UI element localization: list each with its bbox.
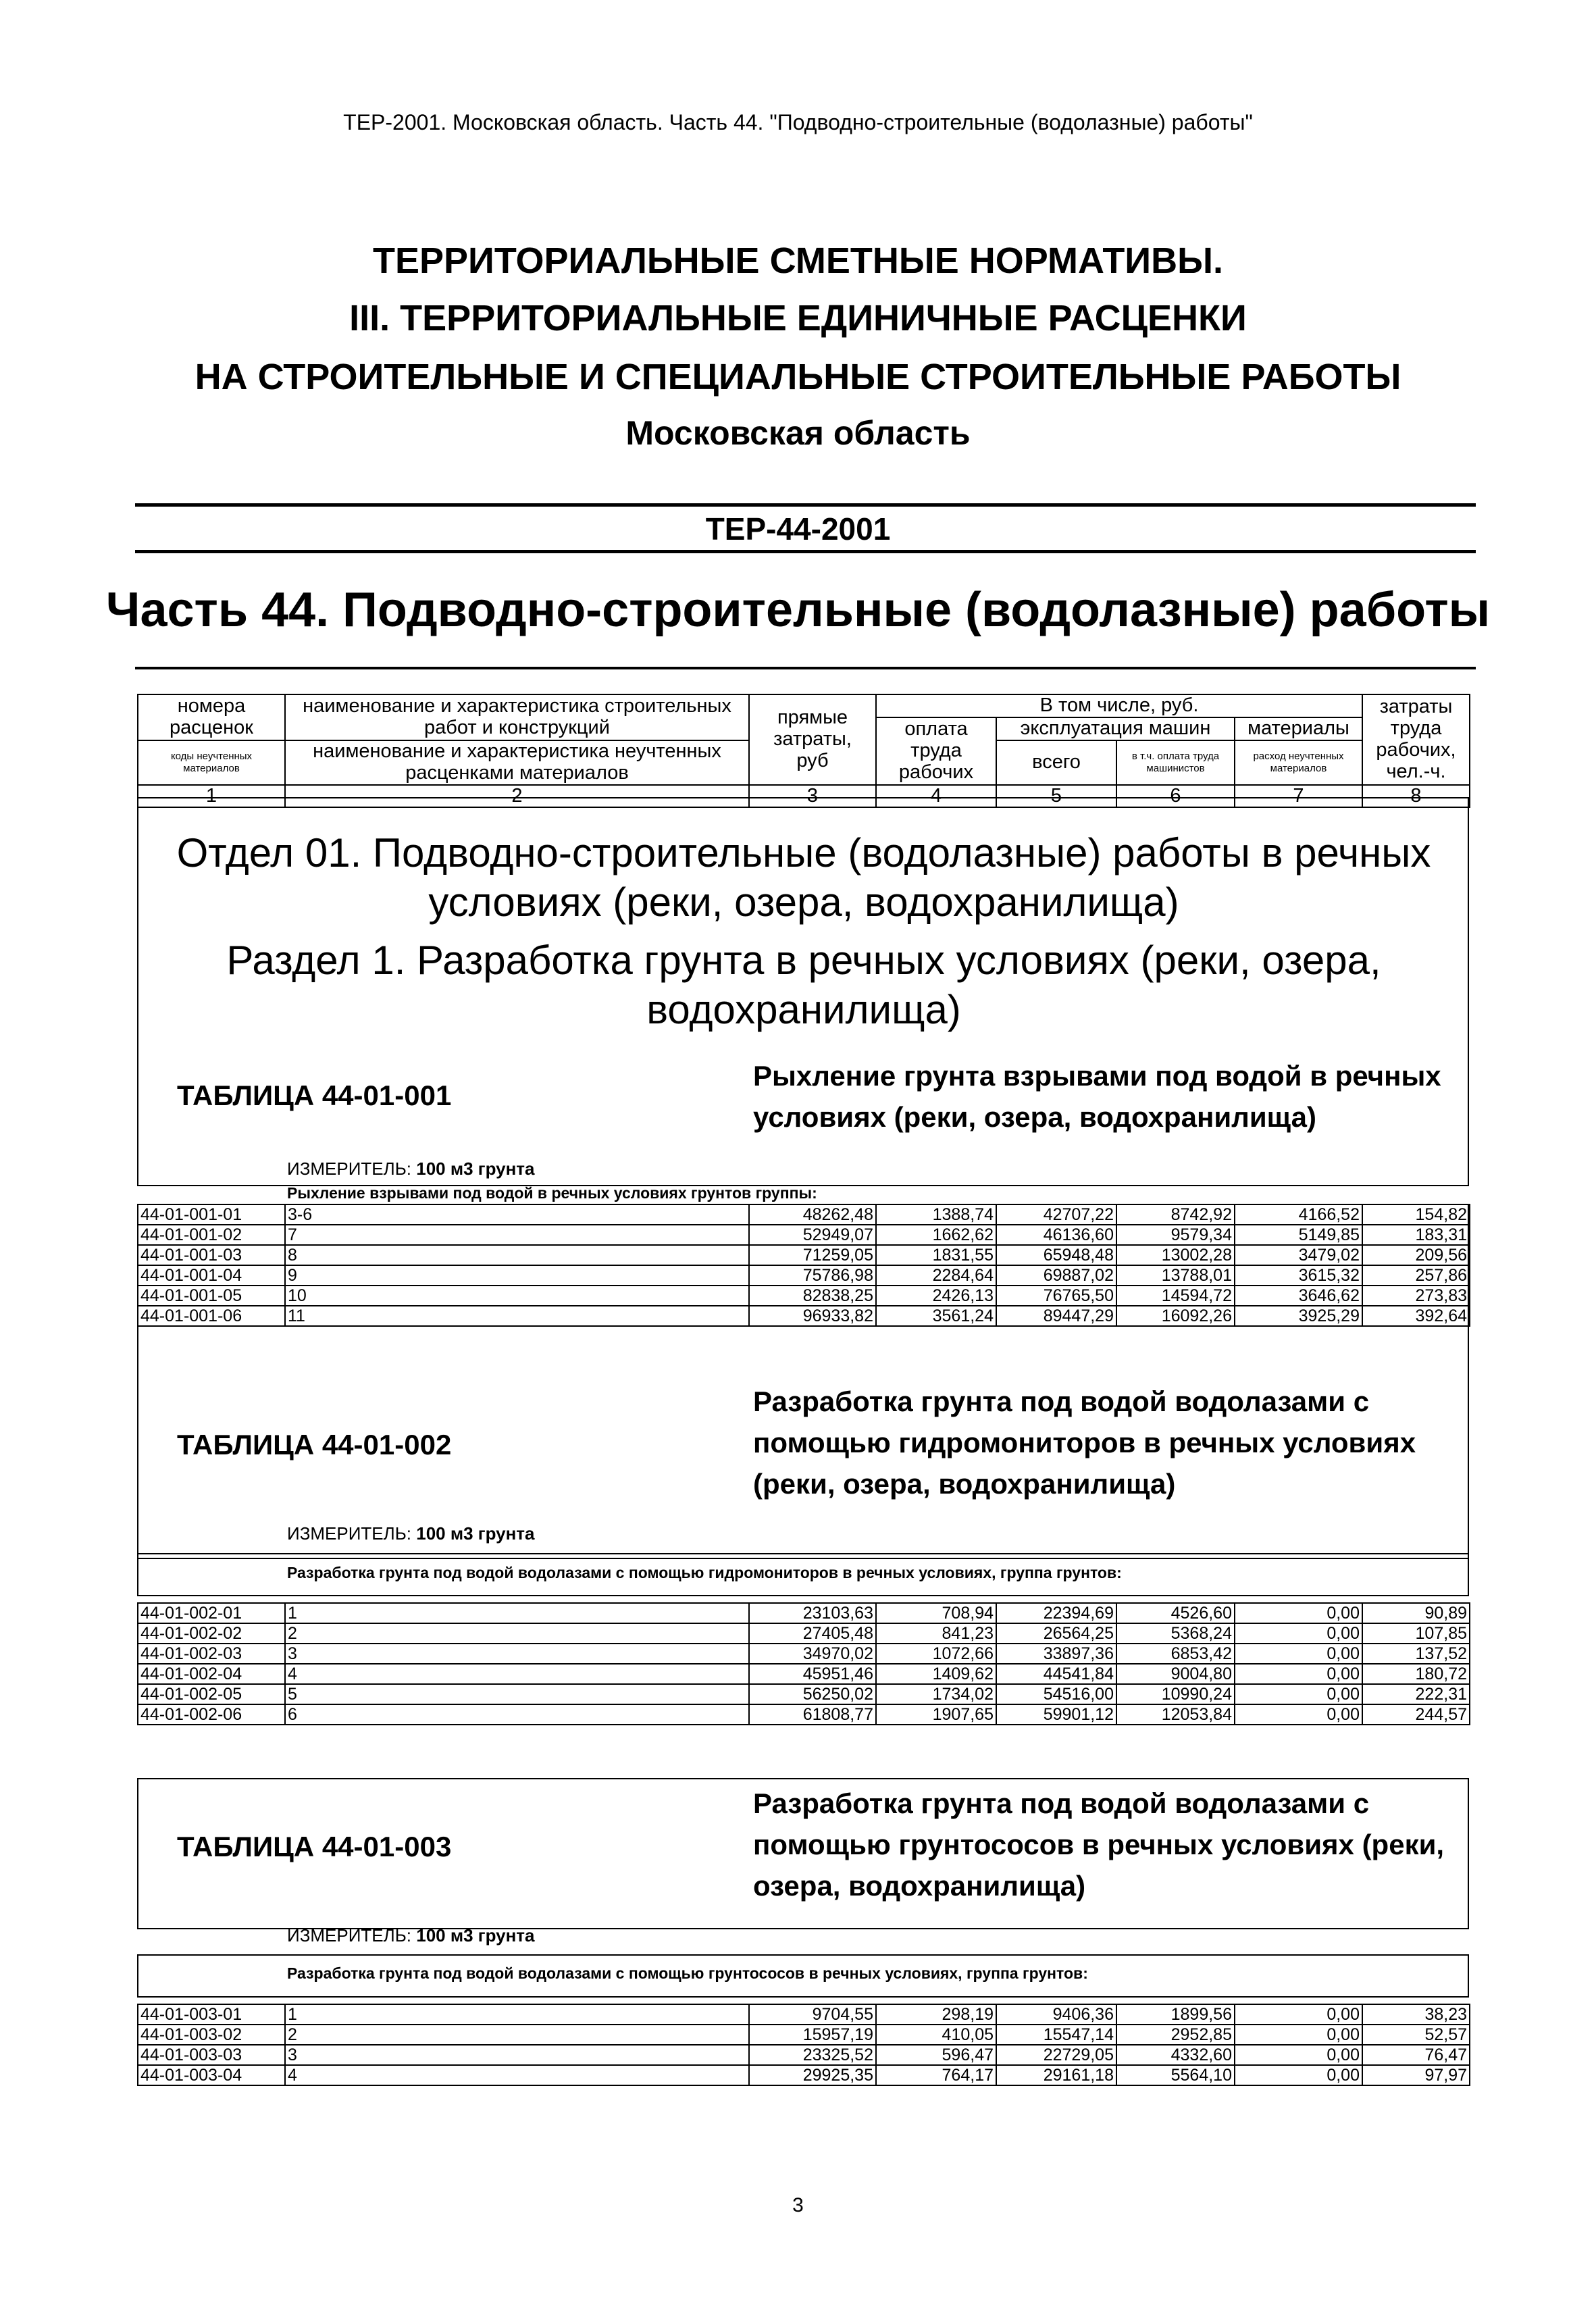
header-cell-worker-pay: оплата труда рабочих — [876, 717, 996, 785]
soil-group-cell: 2 — [285, 2025, 749, 2045]
table-subheading: Рыхление взрывами под водой в речных условиях грунтов группы: — [287, 1184, 817, 1202]
rate-code-cell: 44-01-002-03 — [138, 1644, 285, 1664]
column-number: 4 — [876, 785, 996, 808]
rate-code-cell: 44-01-001-04 — [138, 1265, 285, 1286]
page-number: 3 — [792, 2194, 804, 2216]
value-cell: 4332,60 — [1116, 2045, 1235, 2065]
value-cell: 42707,22 — [996, 1204, 1116, 1225]
rate-code-cell: 44-01-001-06 — [138, 1306, 285, 1326]
value-cell: 14594,72 — [1116, 1286, 1235, 1306]
column-number: 2 — [285, 785, 749, 808]
division-title: Отдел 01. Подводно-строительные (водолазные) работы в речных условиях (реки, озера, водохранилища) — [176, 830, 1431, 925]
value-cell: 90,89 — [1362, 1603, 1470, 1623]
header-cell-unaccounted-materials: расход неучтенных материалов — [1235, 740, 1362, 785]
table-row — [138, 1225, 1470, 1245]
value-cell: 1388,74 — [876, 1204, 996, 1225]
soil-group-cell: 6 — [285, 1704, 749, 1725]
header-cell-including: В том числе, руб. — [876, 694, 1362, 717]
column-number: 3 — [749, 785, 876, 808]
value-cell: 2426,13 — [876, 1286, 996, 1306]
soil-group-cell: 4 — [285, 1664, 749, 1684]
table-row — [138, 2065, 1470, 2085]
value-cell: 75786,98 — [749, 1265, 876, 1286]
value-cell: 5564,10 — [1116, 2065, 1235, 2085]
header-cell-rate-number: номера расценок — [138, 694, 285, 740]
column-number: 7 — [1235, 785, 1362, 808]
value-cell: 34970,02 — [749, 1644, 876, 1664]
table-row — [138, 1704, 1470, 1725]
value-cell: 298,19 — [876, 2004, 996, 2025]
value-cell: 9406,36 — [996, 2004, 1116, 2025]
value-cell: 183,31 — [1362, 1225, 1470, 1245]
table-measure: ИЗМЕРИТЕЛЬ: 100 м3 грунта — [287, 1159, 535, 1179]
soil-group-cell: 9 — [285, 1265, 749, 1286]
value-cell: 244,57 — [1362, 1704, 1470, 1725]
soil-group-cell: 7 — [285, 1225, 749, 1245]
header-cell-labor-costs: затраты труда рабочих, чел.-ч. — [1362, 694, 1470, 785]
running-header: ТЕР-2001. Московская область. Часть 44. "Подводно-строительные (водолазные) работы" — [343, 110, 1253, 134]
value-cell: 137,52 — [1362, 1644, 1470, 1664]
header-cell-direct-costs: прямые затраты, руб — [749, 694, 876, 785]
value-cell: 9579,34 — [1116, 1225, 1235, 1245]
value-cell: 12053,84 — [1116, 1704, 1235, 1725]
title-region: Московская область — [625, 414, 971, 452]
rate-code-cell: 44-01-003-01 — [138, 2004, 285, 2025]
title-line-1: ТЕРРИТОРИАЛЬНЫЕ СМЕТНЫЕ НОРМАТИВЫ. — [373, 240, 1223, 281]
header-cell-materials: материалы — [1235, 717, 1362, 740]
divider-rule — [135, 667, 1476, 669]
rate-code-cell: 44-01-002-06 — [138, 1704, 285, 1725]
value-cell: 1899,56 — [1116, 2004, 1235, 2025]
value-cell: 22729,05 — [996, 2045, 1116, 2065]
soil-group-cell: 1 — [285, 2004, 749, 2025]
table-row — [138, 1265, 1470, 1286]
value-cell: 180,72 — [1362, 1664, 1470, 1684]
value-cell: 154,82 — [1362, 1204, 1470, 1225]
soil-group-cell: 1 — [285, 1603, 749, 1623]
value-cell: 59901,12 — [996, 1704, 1116, 1725]
column-number: 6 — [1116, 785, 1235, 808]
value-cell: 2284,64 — [876, 1265, 996, 1286]
value-cell: 6853,42 — [1116, 1644, 1235, 1664]
rate-code-cell: 44-01-002-01 — [138, 1603, 285, 1623]
value-cell: 15547,14 — [996, 2025, 1116, 2045]
value-cell: 26564,25 — [996, 1623, 1116, 1644]
value-cell: 76,47 — [1362, 2045, 1470, 2065]
value-cell: 764,17 — [876, 2065, 996, 2085]
value-cell: 222,31 — [1362, 1684, 1470, 1704]
table-row — [138, 2025, 1470, 2045]
soil-group-cell: 8 — [285, 1245, 749, 1265]
rate-code-cell: 44-01-001-01 — [138, 1204, 285, 1225]
value-cell: 10990,24 — [1116, 1684, 1235, 1704]
value-cell: 2952,85 — [1116, 2025, 1235, 2045]
rates-table — [137, 2004, 1470, 2086]
value-cell: 1409,62 — [876, 1664, 996, 1684]
value-cell: 52,57 — [1362, 2025, 1470, 2045]
value-cell: 15957,19 — [749, 2025, 876, 2045]
value-cell: 52949,07 — [749, 1225, 876, 1245]
table-row — [138, 1623, 1470, 1644]
table-row — [138, 1204, 1470, 1225]
soil-group-cell: 4 — [285, 2065, 749, 2085]
divider-rule — [135, 550, 1476, 553]
value-cell: 97,97 — [1362, 2065, 1470, 2085]
value-cell: 0,00 — [1235, 1623, 1362, 1644]
value-cell: 392,64 — [1362, 1306, 1470, 1326]
header-cell-machines-total: всего — [996, 740, 1116, 785]
table-label: ТАБЛИЦА 44-01-002 — [177, 1429, 452, 1460]
value-cell: 3615,32 — [1235, 1265, 1362, 1286]
rate-code-cell: 44-01-003-02 — [138, 2025, 285, 2045]
value-cell: 596,47 — [876, 2045, 996, 2065]
value-cell: 69887,02 — [996, 1265, 1116, 1286]
soil-group-cell: 5 — [285, 1684, 749, 1704]
table-title: Разработка грунта под водой водолазами с помощью гидромониторов в речных условиях (реки, озера, водохранилища) — [753, 1386, 1416, 1500]
value-cell: 3646,62 — [1235, 1286, 1362, 1306]
value-cell: 16092,26 — [1116, 1306, 1235, 1326]
value-cell: 1831,55 — [876, 1245, 996, 1265]
value-cell: 257,86 — [1362, 1265, 1470, 1286]
rates-table — [137, 1602, 1470, 1725]
table-row — [138, 1684, 1470, 1704]
section-title: Раздел 1. Разработка грунта в речных условиях (реки, озера, водохранилища) — [226, 938, 1381, 1033]
table-measure: ИЗМЕРИТЕЛЬ: 100 м3 грунта — [287, 1925, 535, 1946]
value-cell: 8742,92 — [1116, 1204, 1235, 1225]
value-cell: 5149,85 — [1235, 1225, 1362, 1245]
value-cell: 82838,25 — [749, 1286, 876, 1306]
rate-code-cell: 44-01-001-03 — [138, 1245, 285, 1265]
value-cell: 96933,82 — [749, 1306, 876, 1326]
table-row — [138, 1603, 1470, 1623]
value-cell: 33897,36 — [996, 1644, 1116, 1664]
value-cell: 1072,66 — [876, 1644, 996, 1664]
value-cell: 209,56 — [1362, 1245, 1470, 1265]
value-cell: 0,00 — [1235, 1603, 1362, 1623]
value-cell: 4166,52 — [1235, 1204, 1362, 1225]
value-cell: 841,23 — [876, 1623, 996, 1644]
table-title: Рыхление грунта взрывами под водой в речных условиях (реки, озера, водохранилища) — [753, 1060, 1441, 1133]
value-cell: 3925,29 — [1235, 1306, 1362, 1326]
value-cell: 708,94 — [876, 1603, 996, 1623]
value-cell: 4526,60 — [1116, 1603, 1235, 1623]
header-cell-operator-pay: в т.ч. оплата труда машинистов — [1116, 740, 1235, 785]
table-row — [138, 2004, 1470, 2025]
column-header-table — [137, 694, 1470, 808]
value-cell: 71259,05 — [749, 1245, 876, 1265]
value-cell: 9004,80 — [1116, 1664, 1235, 1684]
value-cell: 48262,48 — [749, 1204, 876, 1225]
soil-group-cell: 3 — [285, 2045, 749, 2065]
header-cell-material-names: наименование и характеристика неучтенных расценками материалов — [285, 740, 749, 785]
divider-rule — [135, 503, 1476, 507]
table-title: Разработка грунта под водой водолазами с помощью грунтососов в речных условиях (реки, озера, водохранилища) — [753, 1787, 1445, 1902]
table-row — [138, 1664, 1470, 1684]
value-cell: 0,00 — [1235, 2045, 1362, 2065]
value-cell: 23325,52 — [749, 2045, 876, 2065]
soil-group-cell: 2 — [285, 1623, 749, 1644]
rate-code-cell: 44-01-001-05 — [138, 1286, 285, 1306]
rate-code-cell: 44-01-002-05 — [138, 1684, 285, 1704]
soil-group-cell: 10 — [285, 1286, 749, 1306]
rate-code-cell: 44-01-002-02 — [138, 1623, 285, 1644]
value-cell: 5368,24 — [1116, 1623, 1235, 1644]
rates-table — [137, 1204, 1470, 1327]
value-cell: 0,00 — [1235, 1704, 1362, 1725]
value-cell: 13788,01 — [1116, 1265, 1235, 1286]
rate-code-cell: 44-01-002-04 — [138, 1664, 285, 1684]
value-cell: 13002,28 — [1116, 1245, 1235, 1265]
value-cell: 45951,46 — [749, 1664, 876, 1684]
value-cell: 1734,02 — [876, 1684, 996, 1704]
column-number: 8 — [1362, 785, 1470, 808]
value-cell: 0,00 — [1235, 1684, 1362, 1704]
soil-group-cell: 3 — [285, 1644, 749, 1664]
table-row — [138, 1644, 1470, 1664]
header-cell-machines: эксплуатация машин — [996, 717, 1235, 740]
value-cell: 107,85 — [1362, 1623, 1470, 1644]
value-cell: 65948,48 — [996, 1245, 1116, 1265]
value-cell: 0,00 — [1235, 1664, 1362, 1684]
value-cell: 54516,00 — [996, 1684, 1116, 1704]
value-cell: 1907,65 — [876, 1704, 996, 1725]
soil-group-cell: 3-6 — [285, 1204, 749, 1225]
table-label: ТАБЛИЦА 44-01-003 — [177, 1831, 452, 1862]
header-cell-material-codes: коды неучтенных материалов — [138, 740, 285, 785]
table-subheading: Разработка грунта под водой водолазами с помощью грунтососов в речных условиях, группа грунтов: — [287, 1964, 1088, 1982]
rate-code-cell: 44-01-003-03 — [138, 2045, 285, 2065]
column-number: 1 — [138, 785, 285, 808]
column-number: 5 — [996, 785, 1116, 808]
value-cell: 3479,02 — [1235, 1245, 1362, 1265]
value-cell: 0,00 — [1235, 2025, 1362, 2045]
value-cell: 61808,77 — [749, 1704, 876, 1725]
rate-code-cell: 44-01-001-02 — [138, 1225, 285, 1245]
value-cell: 89447,29 — [996, 1306, 1116, 1326]
value-cell: 76765,50 — [996, 1286, 1116, 1306]
value-cell: 27405,48 — [749, 1623, 876, 1644]
value-cell: 29925,35 — [749, 2065, 876, 2085]
value-cell: 0,00 — [1235, 2065, 1362, 2085]
table-row — [138, 1286, 1470, 1306]
value-cell: 9704,55 — [749, 2004, 876, 2025]
header-cell-work-name: наименование и характеристика строительных работ и конструкций — [285, 694, 749, 740]
value-cell: 3561,24 — [876, 1306, 996, 1326]
table-subheading: Разработка грунта под водой водолазами с помощью гидромониторов в речных условиях, группа грунтов: — [287, 1564, 1122, 1581]
table-label: ТАБЛИЦА 44-01-001 — [177, 1079, 452, 1111]
document-code: ТЕР-44-2001 — [705, 511, 891, 547]
value-cell: 46136,60 — [996, 1225, 1116, 1245]
value-cell: 44541,84 — [996, 1664, 1116, 1684]
value-cell: 23103,63 — [749, 1603, 876, 1623]
value-cell: 0,00 — [1235, 2004, 1362, 2025]
value-cell: 22394,69 — [996, 1603, 1116, 1623]
part-title: Часть 44. Подводно-строительные (водолазные) работы — [105, 583, 1491, 637]
title-line-2: III. ТЕРРИТОРИАЛЬНЫЕ ЕДИНИЧНЫЕ РАСЦЕНКИ — [349, 298, 1247, 338]
value-cell: 38,23 — [1362, 2004, 1470, 2025]
value-cell: 273,83 — [1362, 1286, 1470, 1306]
value-cell: 0,00 — [1235, 1644, 1362, 1664]
value-cell: 29161,18 — [996, 2065, 1116, 2085]
table-row — [138, 2045, 1470, 2065]
rate-code-cell: 44-01-003-04 — [138, 2065, 285, 2085]
title-line-3: НА СТРОИТЕЛЬНЫЕ И СПЕЦИАЛЬНЫЕ СТРОИТЕЛЬНЫЕ РАБОТЫ — [195, 357, 1401, 397]
value-cell: 410,05 — [876, 2025, 996, 2045]
table-row — [138, 1245, 1470, 1265]
table-measure: ИЗМЕРИТЕЛЬ: 100 м3 грунта — [287, 1523, 535, 1544]
value-cell: 1662,62 — [876, 1225, 996, 1245]
soil-group-cell: 11 — [285, 1306, 749, 1326]
table-row — [138, 1306, 1470, 1326]
value-cell: 56250,02 — [749, 1684, 876, 1704]
